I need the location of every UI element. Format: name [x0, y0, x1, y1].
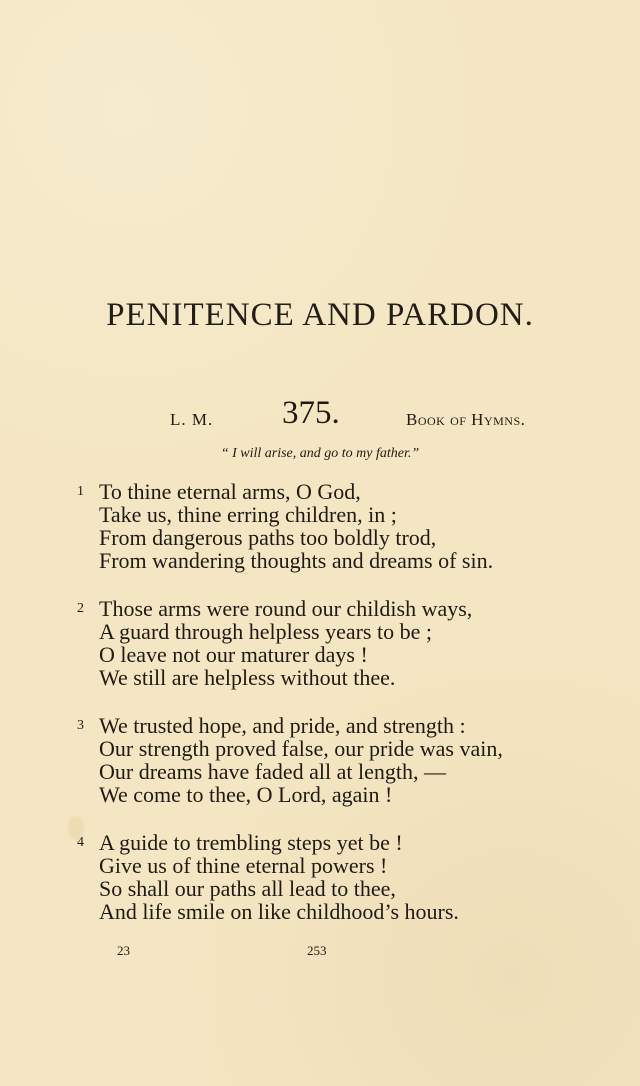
verse-line: O leave not our maturer days ! [99, 642, 368, 667]
verse-line: Our dreams have faded all at length, — [99, 759, 446, 784]
source-label: Book of Hymns. [406, 410, 526, 429]
verse-line: A guard through helpless years to be ; [99, 619, 432, 644]
verse-line: Take us, thine erring children, in ; [99, 502, 397, 527]
verse [0, 831, 640, 923]
verse-line: And life smile on like childhood’s hours. [99, 899, 459, 924]
verse-number: 1 [77, 484, 84, 499]
meter-label: L. M. [170, 410, 214, 429]
verse-line: Those arms were round our childish ways, [99, 596, 473, 621]
verse-line: We still are helpless without thee. [99, 665, 396, 690]
verse [0, 714, 640, 806]
verse [0, 597, 640, 689]
verse-line: A guide to trembling steps yet be ! [99, 830, 403, 855]
page-number: 253 [307, 943, 327, 958]
verse-line: We trusted hope, and pride, and strength : [99, 713, 466, 738]
verse-line: Give us of thine eternal powers ! [99, 853, 388, 878]
verse-number: 4 [77, 835, 84, 850]
hymn-header [0, 395, 640, 435]
verse-line: So shall our paths all lead to thee, [99, 876, 396, 901]
verse-line: From dangerous paths too boldly trod, [99, 525, 437, 550]
verses [0, 480, 640, 923]
verse-number: 3 [77, 718, 84, 733]
verse-line: Our strength proved false, our pride was vain, [99, 736, 503, 761]
verse-line: From wandering thoughts and dreams of sin. [99, 548, 494, 573]
verse-number: 2 [77, 601, 84, 616]
epigraph: “ I will arise, and go to my father.” [220, 446, 420, 461]
signature-mark: 23 [117, 943, 130, 958]
section-title: PENITENCE AND PARDON. [106, 297, 534, 333]
verse [0, 480, 640, 572]
verse-line: We come to thee, O Lord, again ! [99, 782, 393, 807]
hymn-number: 375. [282, 395, 340, 431]
verse-line: To thine eternal arms, O God, [99, 479, 361, 504]
